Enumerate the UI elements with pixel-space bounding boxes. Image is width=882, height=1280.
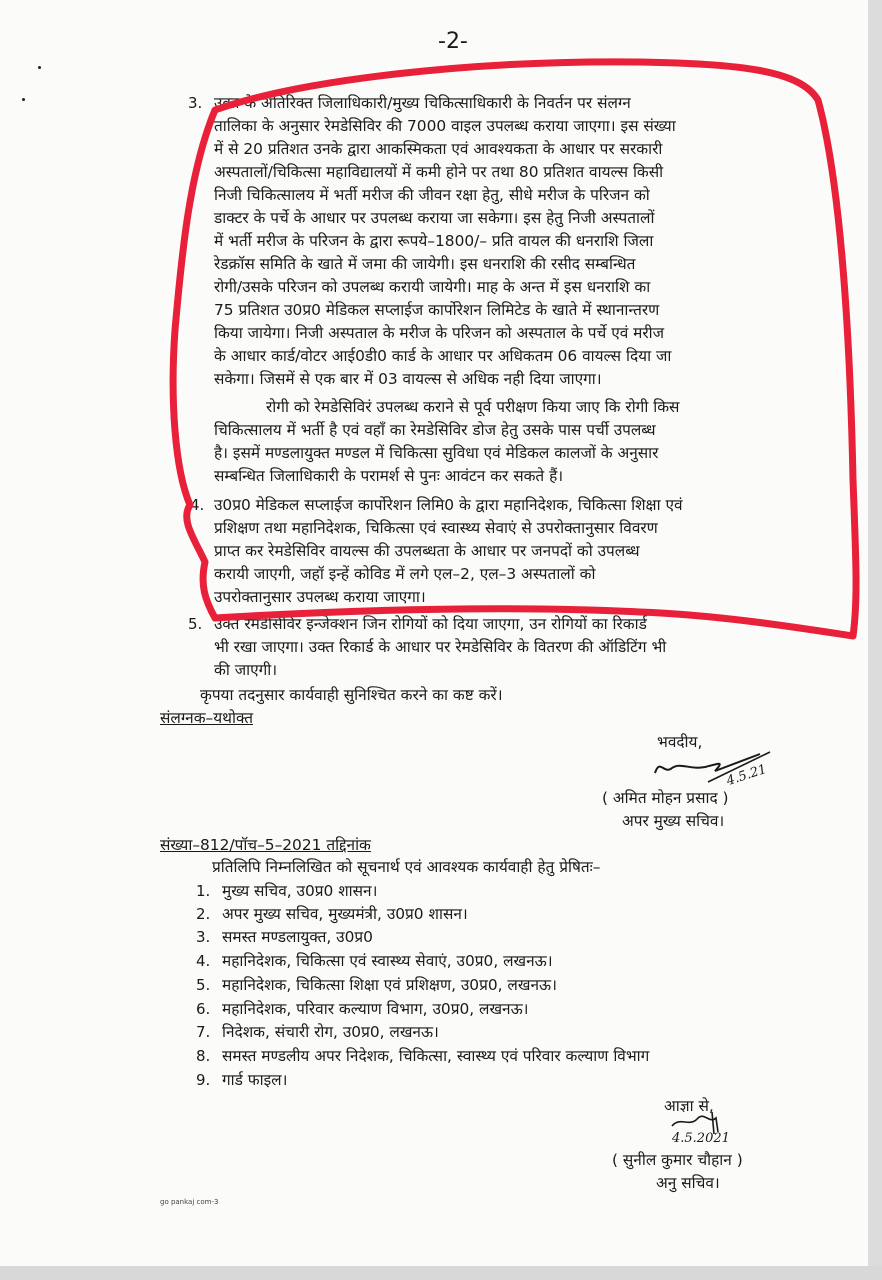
recipient-text: महानिदेशक, चिकित्सा एवं स्वास्थ्य सेवाएं, उ0प्र0, लखनऊ। (222, 952, 553, 970)
recipient-number: 9. (196, 1071, 211, 1089)
scan-edge-right (868, 0, 882, 1280)
signatory-designation: अनु सचिव। (656, 1174, 720, 1192)
recipient-text: अपर मुख्य सचिव, मुख्यमंत्री, उ0प्र0 शासन। (222, 905, 468, 923)
para3-line: सकेगा। जिसमें से एक बार में 03 वायल्स से अधिक नही दिया जाएगा। (214, 370, 602, 388)
para3-line: में भर्ती मरीज के परिजन के द्वारा रूपये–1800/– प्रति वायल की धनराशि जिला (214, 232, 654, 250)
recipient-number: 7. (196, 1023, 211, 1041)
recipient-text: गार्ड फाइल। (222, 1071, 288, 1089)
scan-edge-bottom (0, 1266, 882, 1280)
closing-request: कृपया तदनुसार कार्यवाही सुनिश्चित करने का कष्ट करें। (200, 686, 503, 704)
para3-line: किया जायेगा। निजी अस्पताल के मरीज के परिजन को अस्पताल के पर्चे एवं मरीज (214, 324, 665, 342)
footer-code: go pankaj com-3 (160, 1198, 219, 1206)
para3-line: के आधार कार्ड/वोटर आई0डी0 कार्ड के आधार पर अधिकतम 06 वायल्स दिया जा (214, 347, 672, 365)
para3-line: 75 प्रतिशत उ0प्र0 मेडिकल सप्लाईज कार्पोरेशन लिमिटेड के खाते में स्थानान्तरण (214, 301, 660, 319)
page-number: -2- (438, 29, 468, 54)
recipient-text: समस्त मण्डलीय अपर निदेशक, चिकित्सा, स्वास्थ्य एवं परिवार कल्याण विभाग (222, 1047, 650, 1065)
copy-intro: प्रतिलिपि निम्नलिखित को सूचनार्थ एवं आवश्यक कार्यवाही हेतु प्रेषितः– (212, 858, 601, 876)
recipient-number: 4. (196, 952, 211, 970)
recipient-text: निदेशक, संचारी रोग, उ0प्र0, लखनऊ। (222, 1023, 439, 1041)
signatory-name: ( सुनील कुमार चौहान ) (612, 1151, 743, 1169)
para3-line: रेडक्रॉस समिति के खाते में जमा की जायेगी। इस धनराशि की रसीद सम्बन्धित (214, 255, 636, 273)
speck (38, 66, 41, 69)
para4-line: प्रशिक्षण तथा महानिदेशक, चिकित्सा एवं स्वास्थ्य सेवाएं से उपरोक्तानुसार विवरण (214, 519, 658, 537)
para3-sub-line: सम्बन्धित जिलाधिकारी के परामर्श से पुनः आवंटन कर सकते हैं। (214, 467, 564, 485)
para4-line: प्राप्त कर रेमडेसिविर वायल्स की उपलब्धता के आधार पर जनपदों को उपलब्ध (214, 542, 640, 560)
para3-line: उक्त के अतिरिक्त जिलाधिकारी/मुख्य चिकित्साधिकारी के निवर्तन पर संलग्न (214, 94, 631, 112)
para5-number: 5. (188, 615, 203, 633)
recipient-text: समस्त मण्डलायुक्त, उ0प्र0 (222, 928, 373, 946)
para3-line: रोगी/उसके परिजन को उपलब्ध करायी जायेगी। माह के अन्त में इस धनराशि का (214, 278, 651, 296)
para5-line: की जाएगी। (214, 661, 278, 679)
para3-number: 3. (188, 94, 203, 112)
recipient-number: 3. (196, 928, 211, 946)
recipient-text: महानिदेशक, परिवार कल्याण विभाग, उ0प्र0, लखनऊ। (222, 1000, 529, 1018)
para3-line: अस्पतालों/चिकित्सा महाविद्यालयों में कमी होने पर तथा 80 प्रतिशत वायल्स किसी (214, 163, 664, 181)
para4-line: करायी जाएगी, जहॉ इन्हें कोविड में लगे एल–2, एल–3 अस्पतालों को (214, 565, 596, 583)
para5-line: भी रखा जाएगा। उक्त रिकार्ड के आधार पर रेमडेसिविर के वितरण की ऑडिटिंग भी (214, 638, 667, 656)
signature-date: 4.5.21 (724, 761, 769, 790)
recipient-text: महानिदेशक, चिकित्सा शिक्षा एवं प्रशिक्षण, उ0प्र0, लखनऊ। (222, 976, 557, 994)
order-line: आज्ञा से, (664, 1097, 714, 1115)
recipient-number: 8. (196, 1047, 211, 1065)
para4-line: उ0प्र0 मेडिकल सप्लाईज कार्पोरेशन लिमि0 के द्वारा महानिदेशक, चिकित्सा शिक्षा एवं (214, 496, 683, 514)
para3-line: में से 20 प्रतिशत उनके द्वारा आकस्मिकता एवं आवश्यकता के आधार पर सरकारी (214, 140, 663, 158)
recipient-number: 2. (196, 905, 211, 923)
para5-line: उक्त रेमडेसिविर इन्जेक्शन जिन रोगियों को दिया जाएगा, उन रोगियों का रिकार्ड (214, 615, 647, 633)
salutation: भवदीय, (657, 733, 703, 751)
recipient-number: 1. (196, 882, 211, 900)
signature-date: 4.5.2021 (672, 1131, 730, 1146)
para3-sub-line: है। इसमें मण्डलायुक्त मण्डल में चिकित्सा सुविधा एवं मेडिकल कालजों के अनुसार (214, 444, 659, 462)
speck (22, 98, 25, 101)
para3-line: डाक्टर के पर्चे के आधार पर उपलब्ध कराया जा सकेगा। इस हेतु निजी अस्पतालों (214, 209, 655, 227)
para3-sub-line: रोगी को रेमडेसिविरं उपलब्ध कराने से पूर्व परीक्षण किया जाए कि रोगी किस (266, 398, 680, 416)
recipient-text: मुख्य सचिव, उ0प्र0 शासन। (222, 882, 378, 900)
para3-line: तालिका के अनुसार रेमडेसिविर की 7000 वाइल उपलब्ध कराया जाएगा। इस संख्या (214, 117, 676, 135)
recipient-number: 6. (196, 1000, 211, 1018)
reference-number: संख्या–812/पॉच–5–2021 तद्दिनांक (160, 836, 371, 854)
para3-line: निजी चिकित्सालय में भर्ती मरीज की जीवन रक्षा हेतु, सीधे मरीज के परिजन को (214, 186, 650, 204)
enclosure-note: संलग्नक–यथोक्त (160, 709, 253, 727)
para4-line: उपरोक्तानुसार उपलब्ध कराया जाएगा। (214, 588, 426, 606)
signatory-name: ( अमित मोहन प्रसाद ) (602, 789, 729, 807)
recipient-number: 5. (196, 976, 211, 994)
para4-number: 4. (190, 496, 205, 514)
signatory-designation: अपर मुख्य सचिव। (622, 812, 725, 830)
para3-sub-line: चिकित्सालय में भर्ती है एवं वहाँ का रेमडेसिविर डोज हेतु उसके पास पर्ची उपलब्ध (214, 421, 656, 439)
